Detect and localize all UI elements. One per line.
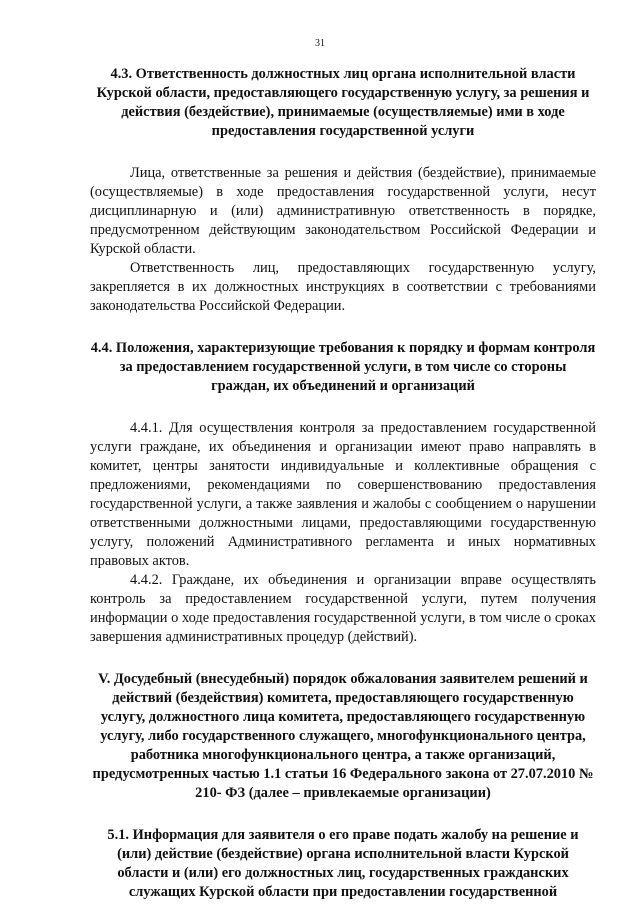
page-content xyxy=(90,65,596,902)
section-5-heading: V. Досудебный (внесудебный) порядок обжалования заявителем решений и действий (бездействия) комитета, предоставляющего государственную услугу, должностного лица комитета, предоставляющего государственную услугу, либо государственного служащего, многофункционального центра, работника многофункционального центра, а также организаций, предусмотренных частью 1.1 статьи 16 Федерального закона от 27.07.2010 № 210- ФЗ (далее – привлекаемые организации) xyxy=(92,671,594,801)
section-4-4-1-paragraph: 4.4.1. Для осуществления контроля за предоставлением государственной услуги граждане, их объединения и организации имеют право направлять в комитет, центры занятости индивидуальные и коллективные обращения с предложениями, рекомендациями по совершенствованию предоставления государственной услуги, а также заявления и жалобы с сообщением о нарушении ответственными должностными лицами, предоставляющими государственную услугу, положений Административного регламента и иных нормативных правовых актов. xyxy=(90,420,596,569)
page-number: 31 xyxy=(315,38,325,49)
section-4-3-paragraph: Ответственность лиц, предоставляющих государственную услугу, закрепляется в их должностных инструкциях в соответствии с требованиями законодательства Российской Федерации. xyxy=(90,260,596,314)
section-4-3-heading: 4.3. Ответственность должностных лиц органа исполнительной власти Курской области, предоставляющего государственную услугу, за решения и действия (бездействие), принимаемые (осуществляемые) ими в ходе предоставления государственной услуги xyxy=(96,66,590,139)
section-4-3-paragraph: Лица, ответственные за решения и действия (бездействие), принимаемые (осуществляемые) в ходе предоставления государственной услуги, несут дисциплинарную и (или) административную ответственность в порядке, предусмотренном действующим законодательством Российской Федерации и Курской области. xyxy=(90,165,596,257)
section-5-1-heading: 5.1. Информация для заявителя о его праве подать жалобу на решение и (или) действие (бездействие) органа исполнительной власти Курской области и (или) его должностных лиц, государственных гражданских служащих Курской области при предоставлении государственной xyxy=(107,827,579,900)
section-4-4-2-paragraph: 4.4.2. Граждане, их объединения и организации вправе осуществлять контроль за предоставлением государственной услуги, путем получения информации о ходе предоставления государственной услуги, в том числе о сроках завершения административных процедур (действий). xyxy=(90,572,596,645)
section-4-4-heading: 4.4. Положения, характеризующие требования к порядку и формам контроля за предоставлением государственной услуги, в том числе со стороны граждан, их объединений и организаций xyxy=(90,340,596,394)
